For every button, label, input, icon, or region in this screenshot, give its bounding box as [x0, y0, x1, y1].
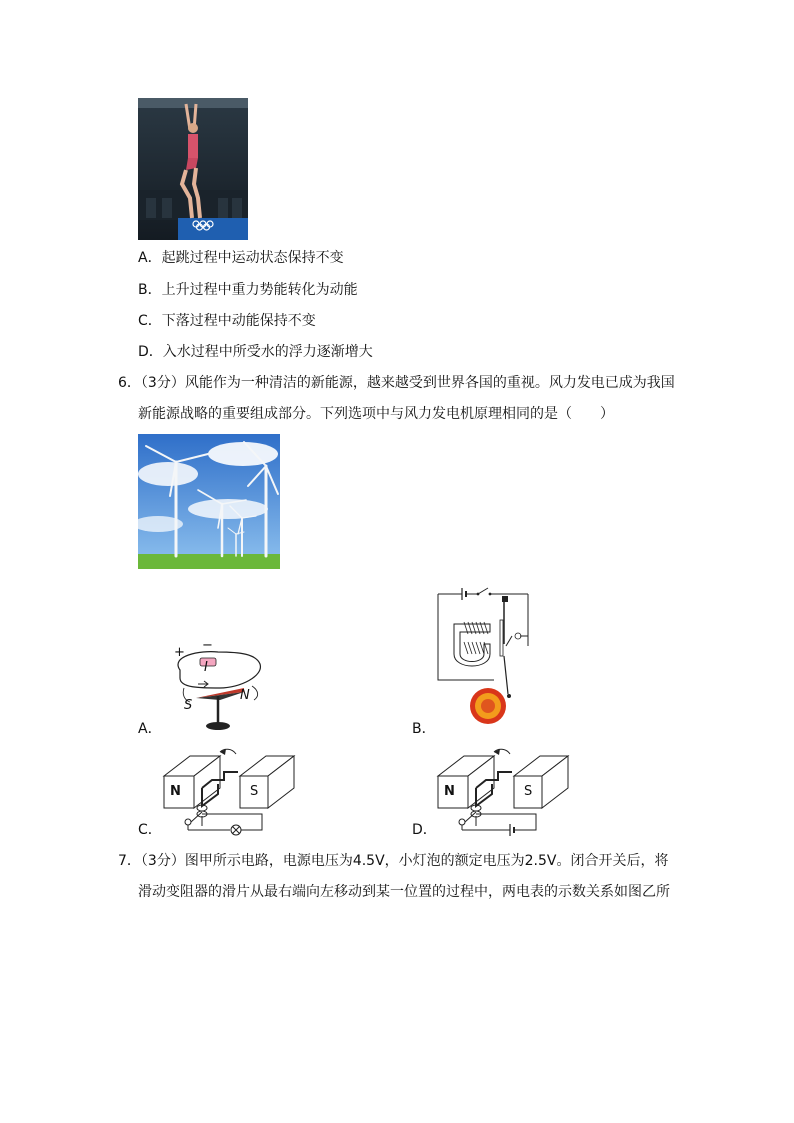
diagram-a-south-label: S [184, 698, 193, 713]
q7-stem-line1: 7．（3分）图甲所示电路，电源电压为4.5V，小灯泡的额定电压为2.5V。闭合开关后，将 [118, 853, 669, 869]
q6-stem-line2: 新能源战略的重要组成部分。下列选项中与风力发电机原理相同的是（ ） [138, 406, 614, 422]
q6-option-c-diagram [162, 746, 298, 836]
diagram-a-current-label: I [204, 660, 208, 675]
diagram-a-north-label: N [240, 688, 250, 703]
diagram-a-minus-label: − [202, 638, 213, 653]
q7-stem-line2: 滑动变阻器的滑片从最右端向左移动到某一位置的过程中，两电表的示数关系如图乙所 [138, 884, 670, 900]
q5-option-c: C．下落过程中动能保持不变 [138, 313, 316, 329]
q6-option-b-label: B． [412, 721, 436, 737]
q6-option-c-label: C． [138, 822, 162, 838]
q5-option-a: A．起跳过程中运动状态保持不变 [138, 250, 344, 266]
q6-option-b-diagram [434, 584, 534, 728]
q5-option-b: B．上升过程中重力势能转化为动能 [138, 282, 358, 298]
diagram-d-south-label: S [524, 784, 533, 799]
q5-option-d: D．入水过程中所受水的浮力逐渐增大 [138, 344, 373, 360]
diagram-c-south-label: S [250, 784, 259, 799]
diver-photo [138, 98, 248, 240]
diagram-d-north-label: N [444, 784, 455, 799]
diagram-c-north-label: N [170, 784, 181, 799]
diagram-a-plus-label: + [174, 645, 185, 660]
q6-option-a-label: A． [138, 721, 162, 737]
wind-turbine-photo [138, 434, 280, 569]
q6-option-d-diagram [436, 746, 572, 836]
q6-option-a-diagram [160, 638, 270, 734]
q6-stem-line1: 6．（3分）风能作为一种清洁的新能源，越来越受到世界各国的重视。风力发电已成为我国 [118, 375, 675, 391]
q6-option-d-label: D． [412, 822, 437, 838]
